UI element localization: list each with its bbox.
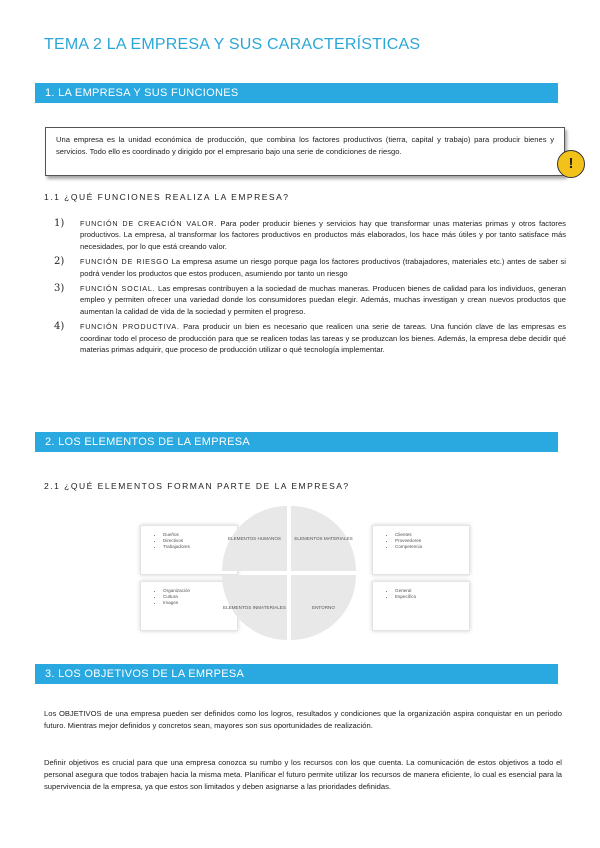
list-number: 2)	[54, 256, 65, 268]
diagram-item: • Organización	[163, 588, 237, 594]
subheading-funciones: 1.1 ¿QUÉ FUNCIONES REALIZA LA EMPRESA?	[44, 192, 290, 202]
diagram-item: • Cultura	[163, 594, 237, 600]
quadrant-humanos: ELEMENTOS HUMANOS	[222, 506, 287, 571]
quadrant-entorno: ENTORNO	[291, 575, 356, 640]
diagram-item: • Trabajadores	[163, 544, 237, 550]
function-name: FUNCIÓN SOCIAL.	[80, 284, 156, 294]
list-item	[54, 321, 566, 355]
elements-circle-diagram	[222, 506, 356, 640]
functions-list	[54, 218, 566, 359]
list-item	[54, 283, 566, 317]
list-number: 4)	[54, 321, 65, 333]
function-text: Para producir un bien es necesario que realicen una serie de tareas. Una función clave de las empresas es coordinar todo el proceso de producción para que se realicen todas las tareas y se produzcan los bienes. Además, la empresa debe decidir qué materias primas adquirir, que proceso de producción utilizar o qué tecnología implementar.	[80, 322, 566, 355]
definition-box: Una empresa es la unidad económica de producción, que combina los factores productivos (tierra, capital y trabajo) para producir bienes y servicios. Todo ello es coordinado y dirigido por el empresario bajo una serie de condiciones de riesgo.	[45, 127, 565, 176]
diagram-item: • Proveedores	[395, 538, 469, 544]
function-name: FUNCIÓN DE CREACIÓN VALOR.	[80, 219, 218, 228]
section-heading-objetivos: 3. LOS OBJETIVOS DE LA EMRPESA	[35, 664, 558, 684]
subheading-elementos: 2.1 ¿QUÉ ELEMENTOS FORMAN PARTE DE LA EMPRESA?	[44, 481, 350, 491]
diagram-box-bottom-right	[372, 581, 470, 631]
diagram-item: • Directivos	[163, 538, 237, 544]
objetivos-paragraph-1: Los OBJETIVOS de una empresa pueden ser definidos como los logros, resultados y condiciones que la organización aspira conquistar en un periodo futuro. Mientras mejor definidos y concretos sean, mayores son sus oportunidades de realización.	[44, 709, 562, 730]
diagram-item: • Específico	[395, 594, 469, 600]
list-item	[54, 256, 566, 279]
list-number: 3)	[54, 283, 65, 295]
diagram-item: • Clientes	[395, 532, 469, 538]
diagram-item: • Imagen	[163, 600, 237, 606]
section-heading-elementos: 2. LOS ELEMENTOS DE LA EMPRESA	[35, 432, 558, 452]
section-heading-empresa-funciones: 1. LA EMPRESA Y SUS FUNCIONES	[35, 83, 558, 103]
objetivos-paragraph-2: Definir objetivos es crucial para que una empresa conozca su rumbo y los recursos con los que cuenta. La comunicación de estos objetivos a todo el personal asegura que todos trabajen hacia la misma meta. Planificar el futuro permite utilizar los recursos de manera eficiente, lo cual es esencial para la supervivencia de la empresa, ya que estos son limitados y deben asignarse a las prioridades definidas.	[44, 758, 562, 791]
list-number: 1)	[54, 218, 65, 229]
list-item	[54, 218, 566, 252]
diagram-item: • General	[395, 588, 469, 594]
function-text: Las empresas contribuyen a la sociedad de muchas maneras. Producen bienes de calidad para los individuos, generan empleo y permiten ofrecer una variedad donde los consumidores puedan elegir. Además, muchas investigan y crean nuevos productos que aumentan la calidad de vida de la sociedad y permiten el progreso.	[80, 284, 566, 316]
function-text: Para poder producir bienes y servicios hay que transformar unas materias primas y otros factores productivos. La empresa, al transformar los factores productivos en productos más elaborados, los hace más útiles y por tanto satisface más necesidades, por lo que está creando valor.	[80, 219, 566, 251]
function-name: FUNCIÓN DE RIESGO	[80, 257, 170, 267]
page-title: TEMA 2 LA EMPRESA Y SUS CARACTERÍSTICAS	[44, 36, 421, 53]
function-name: FUNCIÓN PRODUCTIVA.	[80, 322, 180, 332]
quadrant-inmateriales: ELEMENTOS INMATERIALES	[222, 575, 287, 640]
quadrant-materiales: ELEMENTOS MATERIALES	[291, 506, 356, 571]
warning-icon: !	[557, 150, 585, 178]
diagram-box-top-right	[372, 525, 470, 575]
diagram-item: • Dueños	[163, 532, 237, 538]
function-text: La empresa asume un riesgo porque paga los factores productivos (trabajadores, materiales etc.) antes de saber si podrá vender los productos que estos producen, asumiendo por tanto un riesgo	[80, 257, 566, 278]
diagram-item: • Competencia	[395, 544, 469, 550]
